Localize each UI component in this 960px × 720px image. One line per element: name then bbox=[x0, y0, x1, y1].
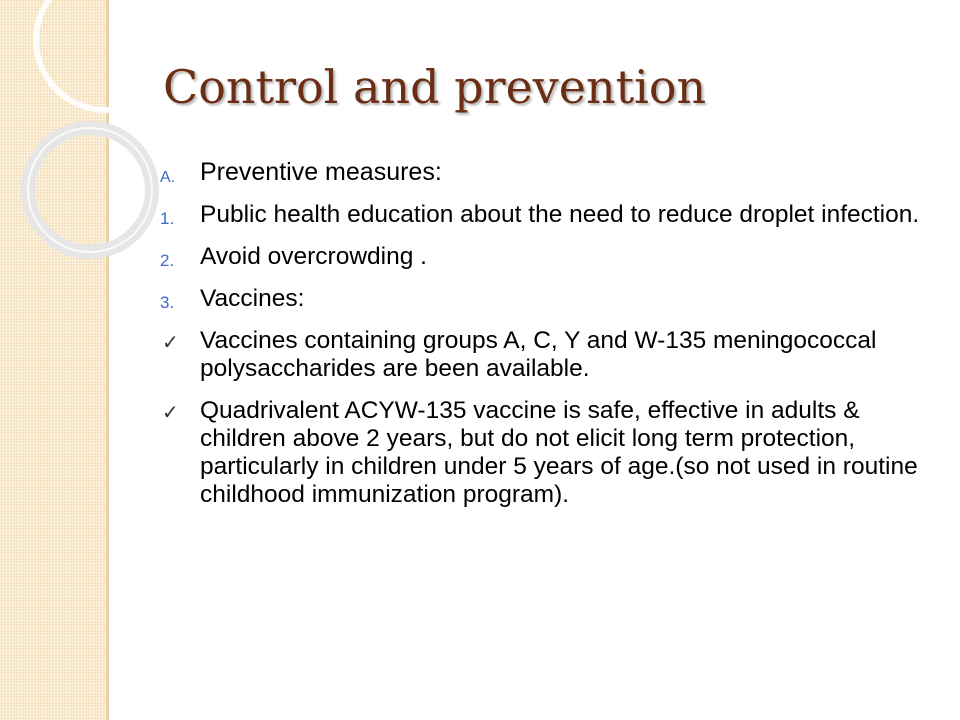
list-item bbox=[160, 201, 940, 229]
check-item bbox=[160, 397, 940, 509]
list-item-text: Vaccines: bbox=[200, 285, 305, 312]
checkmark-icon: ✓ bbox=[162, 330, 179, 354]
list-item bbox=[160, 285, 940, 313]
number-marker: 2. bbox=[160, 251, 175, 270]
slide-title: Control and prevention bbox=[163, 60, 707, 114]
slide-content bbox=[160, 158, 940, 523]
check-item-text: Quadrivalent ACYW-135 vaccine is safe, effective in adults & children above 2 years, but do not elicit long term protection, particularly in children under 5 years of age.(so not used in routine childhood immunization program). bbox=[200, 397, 918, 508]
check-item bbox=[160, 327, 940, 383]
list-item-heading bbox=[160, 158, 940, 187]
number-marker: 1. bbox=[160, 209, 175, 228]
list-item-text: Public health education about the need to reduce droplet infection. bbox=[200, 201, 920, 228]
list-item bbox=[160, 243, 940, 271]
letter-marker: A. bbox=[160, 169, 176, 186]
number-marker: 3. bbox=[160, 293, 175, 312]
section-heading: Preventive measures: bbox=[200, 158, 442, 186]
check-item-text: Vaccines containing groups A, C, Y and W-135 meningococcal polysaccharides are been available. bbox=[200, 327, 877, 382]
list-item-text: Avoid overcrowding . bbox=[200, 243, 427, 270]
checkmark-icon: ✓ bbox=[162, 400, 179, 424]
